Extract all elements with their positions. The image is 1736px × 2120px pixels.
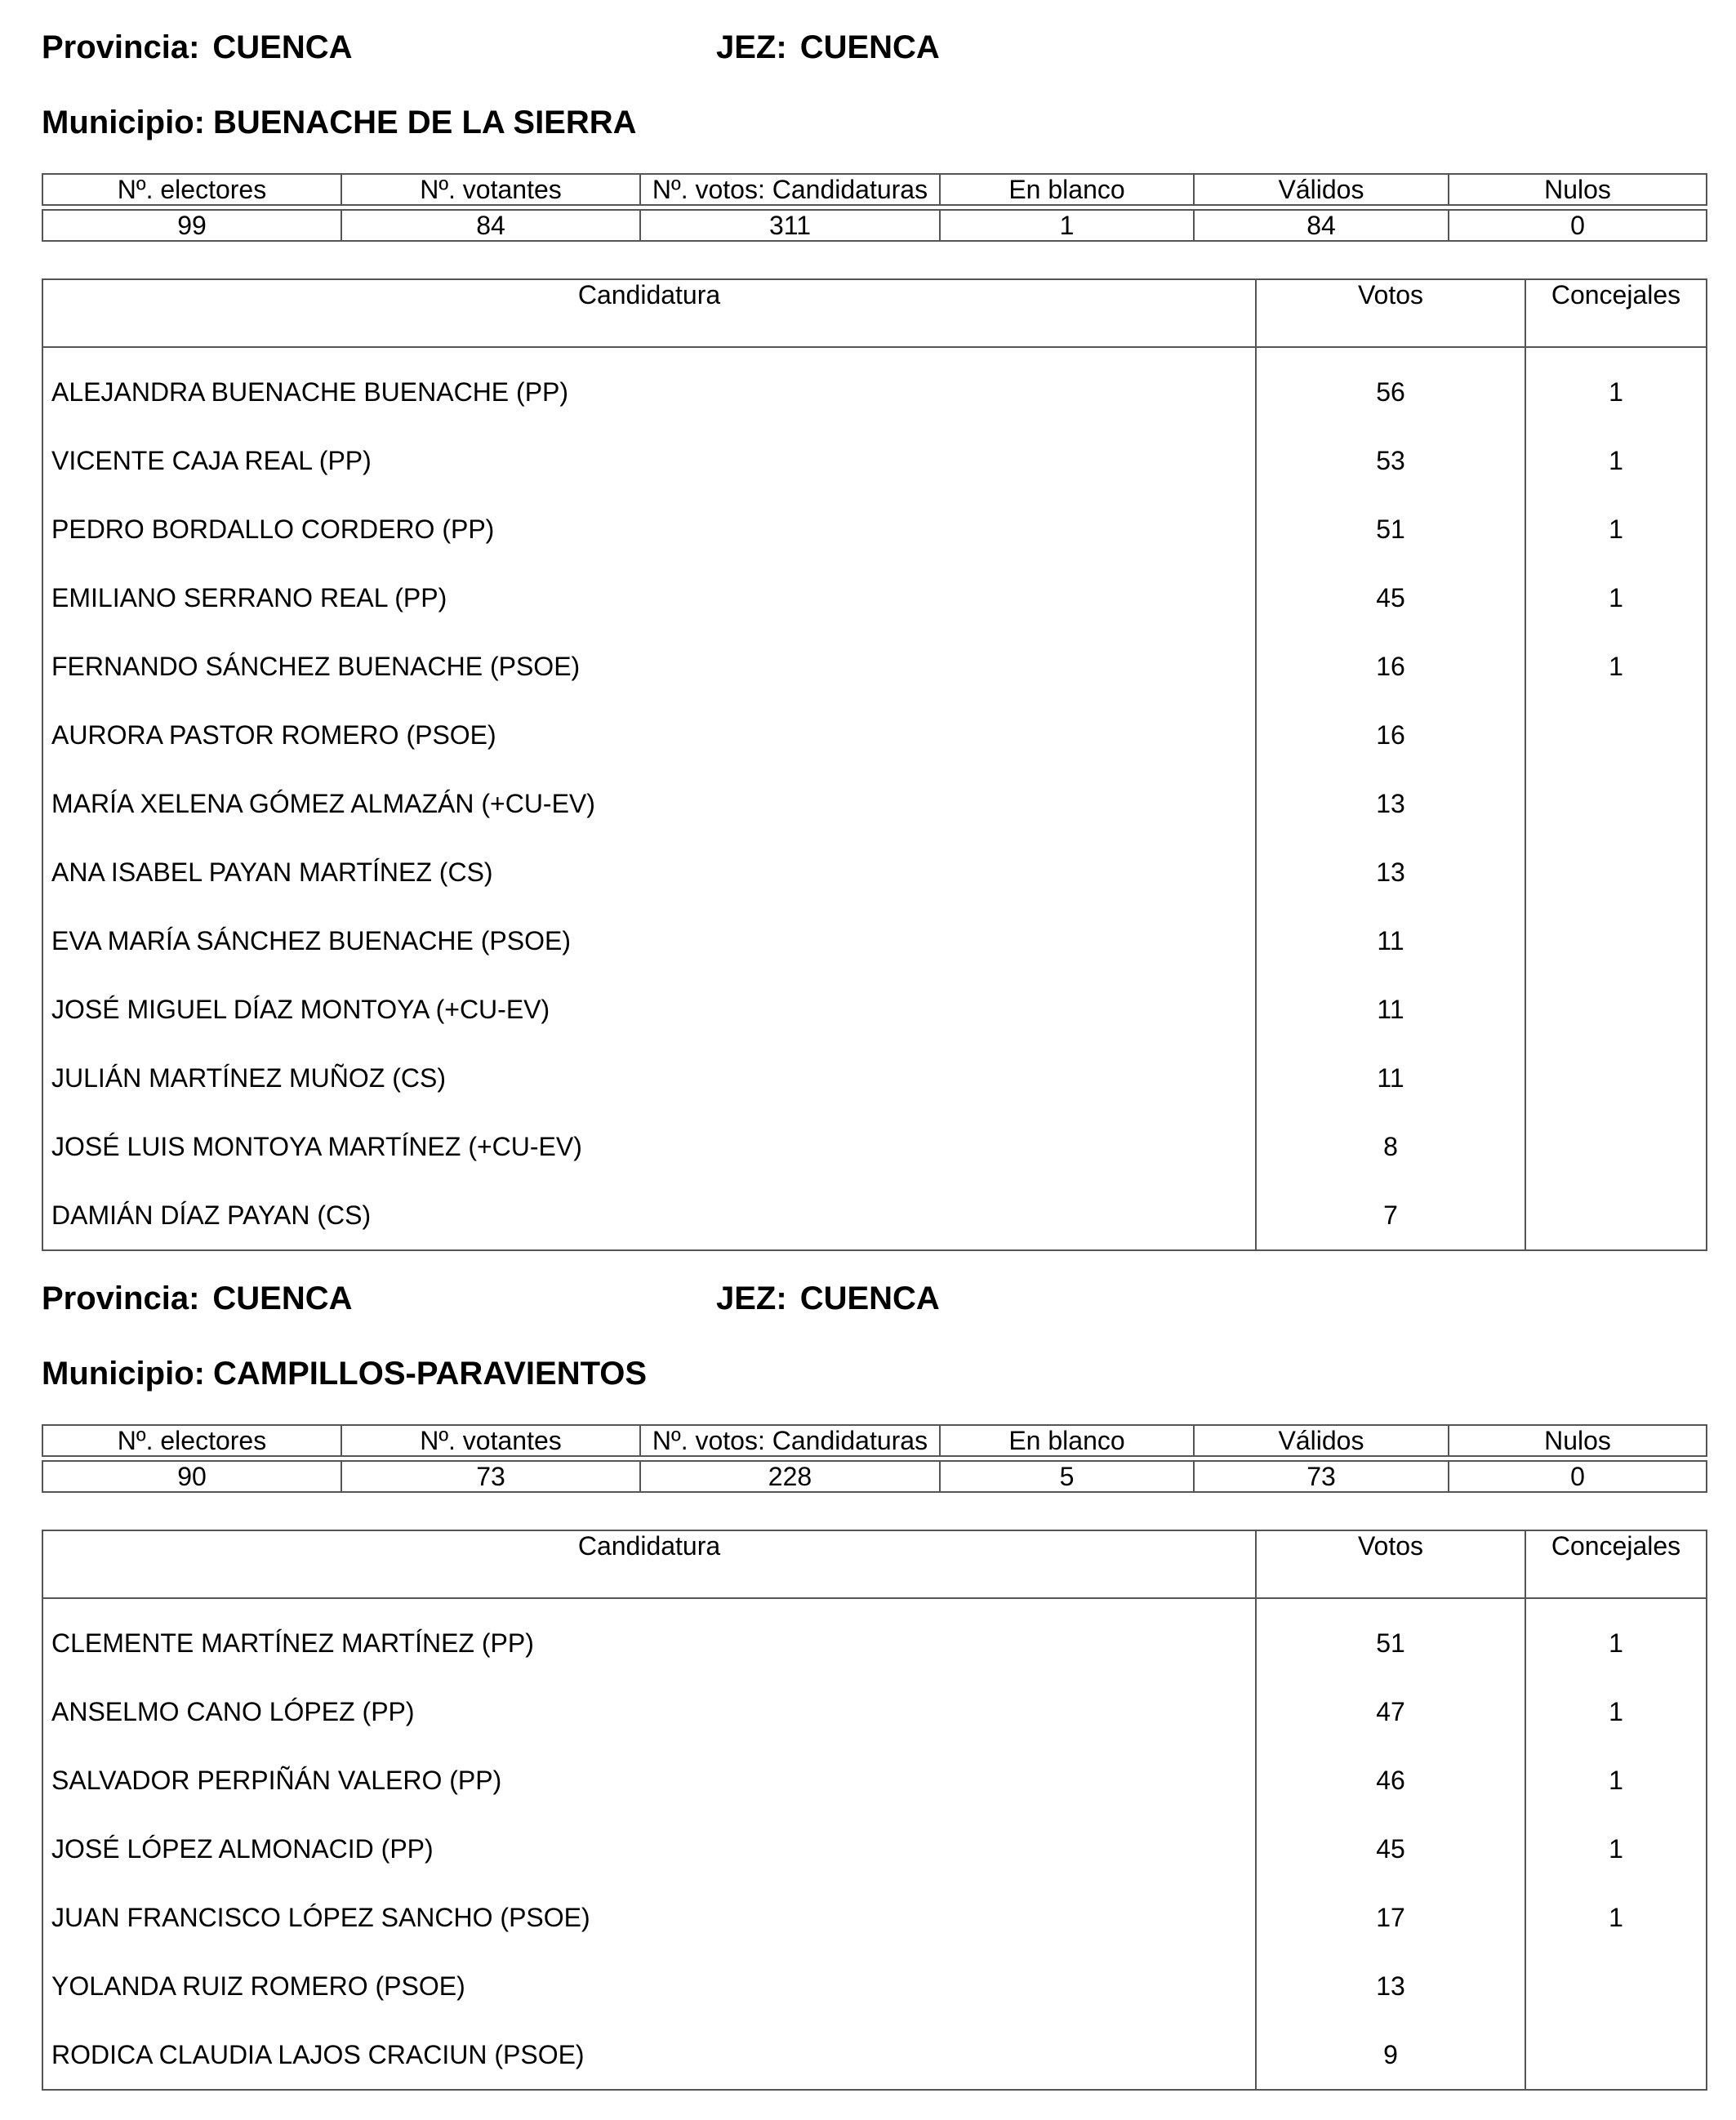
candidate-concejales: 1 — [1525, 347, 1707, 426]
candidate-row — [42, 1815, 1707, 1883]
candidate-name: DAMIÁN DÍAZ PAYAN (CS) — [42, 1181, 1256, 1250]
candidatura-header: Candidatura — [42, 1530, 1256, 1598]
municipio-label: Municipio: — [42, 105, 205, 140]
jez-label: JEZ: — [716, 1280, 787, 1316]
candidate-votos: 16 — [1256, 701, 1525, 769]
stats-header-row — [42, 174, 1707, 205]
candidate-votos: 13 — [1256, 838, 1525, 906]
candidate-name: MARÍA XELENA GÓMEZ ALMAZÁN (+CU-EV) — [42, 769, 1256, 838]
candidate-concejales: 1 — [1525, 1815, 1707, 1883]
candidates-body — [42, 347, 1707, 1250]
candidate-name: ALEJANDRA BUENACHE BUENACHE (PP) — [42, 347, 1256, 426]
candidate-votos: 17 — [1256, 1883, 1525, 1952]
candidate-concejales: 1 — [1525, 1677, 1707, 1746]
candidate-votos: 56 — [1256, 347, 1525, 426]
stats-value-row — [42, 1461, 1707, 1492]
candidate-name: JULIÁN MARTÍNEZ MUÑOZ (CS) — [42, 1044, 1256, 1112]
candidate-votos: 16 — [1256, 632, 1525, 701]
candidate-concejales — [1525, 838, 1707, 906]
candidate-row — [42, 769, 1707, 838]
concejales-header: Concejales — [1525, 279, 1707, 347]
stats-header: Nº. votos: Candidaturas — [640, 1425, 940, 1456]
municipio-line — [42, 106, 637, 139]
votos-header: Votos — [1256, 1530, 1525, 1598]
candidate-concejales: 1 — [1525, 632, 1707, 701]
stats-header: Nº. votantes — [341, 1425, 640, 1456]
provincia-line — [42, 31, 353, 64]
stats-table — [42, 173, 1707, 242]
candidates-header-row — [42, 279, 1707, 347]
candidate-row — [42, 1112, 1707, 1181]
stats-value: 311 — [640, 210, 940, 241]
candidate-name: PEDRO BORDALLO CORDERO (PP) — [42, 495, 1256, 563]
candidate-concejales: 1 — [1525, 563, 1707, 632]
provincia-value: CUENCA — [212, 1280, 353, 1316]
provincia-label: Provincia: — [42, 29, 200, 65]
candidate-votos: 11 — [1256, 1044, 1525, 1112]
stats-header-row — [42, 1425, 1707, 1456]
candidate-votos: 13 — [1256, 1952, 1525, 2020]
candidate-row — [42, 1677, 1707, 1746]
stats-value: 5 — [940, 1461, 1194, 1492]
stats-value: 1 — [940, 210, 1194, 241]
candidate-concejales — [1525, 701, 1707, 769]
stats-header: Nº. votantes — [341, 174, 640, 205]
candidate-concejales — [1525, 769, 1707, 838]
concejales-header: Concejales — [1525, 1530, 1707, 1598]
candidate-name: SALVADOR PERPIÑÁN VALERO (PP) — [42, 1746, 1256, 1815]
stats-value: 73 — [341, 1461, 640, 1492]
candidate-votos: 7 — [1256, 1181, 1525, 1250]
municipio-label: Municipio: — [42, 1356, 205, 1392]
provincia-label: Provincia: — [42, 1280, 200, 1316]
candidate-concejales: 1 — [1525, 426, 1707, 495]
candidate-row — [42, 563, 1707, 632]
candidate-row — [42, 1181, 1707, 1250]
jez-value: CUENCA — [799, 1280, 940, 1316]
candidates-table — [42, 278, 1707, 1251]
candidate-name: YOLANDA RUIZ ROMERO (PSOE) — [42, 1952, 1256, 2020]
candidatura-header: Candidatura — [42, 279, 1256, 347]
candidate-concejales: 1 — [1525, 1598, 1707, 1677]
candidate-row — [42, 1044, 1707, 1112]
candidate-row — [42, 1598, 1707, 1677]
provincia-value: CUENCA — [212, 29, 353, 65]
stats-value-row — [42, 210, 1707, 241]
candidate-name: JOSÉ MIGUEL DÍAZ MONTOYA (+CU-EV) — [42, 975, 1256, 1044]
municipio-value: CAMPILLOS-PARAVIENTOS — [212, 1356, 648, 1392]
stats-value: 0 — [1449, 210, 1707, 241]
candidate-votos: 11 — [1256, 906, 1525, 975]
candidate-name: CLEMENTE MARTÍNEZ MARTÍNEZ (PP) — [42, 1598, 1256, 1677]
candidate-name: JUAN FRANCISCO LÓPEZ SANCHO (PSOE) — [42, 1883, 1256, 1952]
candidates-header-row — [42, 1530, 1707, 1598]
candidate-votos: 11 — [1256, 975, 1525, 1044]
stats-header: En blanco — [940, 1425, 1194, 1456]
candidate-votos: 47 — [1256, 1677, 1525, 1746]
candidate-row — [42, 701, 1707, 769]
stats-table — [42, 1424, 1707, 1493]
candidate-votos: 51 — [1256, 1598, 1525, 1677]
candidate-row — [42, 1746, 1707, 1815]
candidate-name: EVA MARÍA SÁNCHEZ BUENACHE (PSOE) — [42, 906, 1256, 975]
candidate-votos: 46 — [1256, 1746, 1525, 1815]
candidate-votos: 45 — [1256, 1815, 1525, 1883]
stats-header: En blanco — [940, 174, 1194, 205]
candidate-name: FERNANDO SÁNCHEZ BUENACHE (PSOE) — [42, 632, 1256, 701]
candidate-name: RODICA CLAUDIA LAJOS CRACIUN (PSOE) — [42, 2020, 1256, 2090]
stats-value: 228 — [640, 1461, 940, 1492]
candidate-row — [42, 838, 1707, 906]
candidate-row — [42, 632, 1707, 701]
candidate-row — [42, 906, 1707, 975]
provincia-line — [42, 1282, 353, 1315]
candidate-name: JOSÉ LUIS MONTOYA MARTÍNEZ (+CU-EV) — [42, 1112, 1256, 1181]
stats-value: 73 — [1194, 1461, 1449, 1492]
stats-value: 0 — [1449, 1461, 1707, 1492]
votos-header: Votos — [1256, 279, 1525, 347]
candidate-row — [42, 2020, 1707, 2090]
stats-header: Nulos — [1449, 174, 1707, 205]
candidate-votos: 53 — [1256, 426, 1525, 495]
candidate-concejales — [1525, 1112, 1707, 1181]
stats-value: 84 — [341, 210, 640, 241]
jez-label: JEZ: — [716, 29, 787, 65]
stats-header: Nº. electores — [42, 174, 341, 205]
stats-value: 84 — [1194, 210, 1449, 241]
stats-header: Nº. votos: Candidaturas — [640, 174, 940, 205]
stats-header: Válidos — [1194, 1425, 1449, 1456]
candidate-concejales — [1525, 1952, 1707, 2020]
jez-line — [716, 31, 940, 64]
stats-value: 99 — [42, 210, 341, 241]
candidate-votos: 51 — [1256, 495, 1525, 563]
stats-header: Nº. electores — [42, 1425, 341, 1456]
candidate-name: EMILIANO SERRANO REAL (PP) — [42, 563, 1256, 632]
candidate-votos: 9 — [1256, 2020, 1525, 2090]
candidates-table — [42, 1530, 1707, 2091]
municipio-line — [42, 1357, 647, 1390]
candidate-name: ANA ISABEL PAYAN MARTÍNEZ (CS) — [42, 838, 1256, 906]
candidate-row — [42, 347, 1707, 426]
candidate-name: AURORA PASTOR ROMERO (PSOE) — [42, 701, 1256, 769]
candidate-concejales: 1 — [1525, 1883, 1707, 1952]
stats-value: 90 — [42, 1461, 341, 1492]
jez-value: CUENCA — [799, 29, 940, 65]
stats-header: Válidos — [1194, 174, 1449, 205]
candidate-concejales — [1525, 2020, 1707, 2090]
candidate-concejales — [1525, 906, 1707, 975]
candidate-concejales — [1525, 975, 1707, 1044]
candidate-votos: 45 — [1256, 563, 1525, 632]
candidate-concejales: 1 — [1525, 1746, 1707, 1815]
stats-header: Nulos — [1449, 1425, 1707, 1456]
candidates-body — [42, 1598, 1707, 2090]
candidate-votos: 8 — [1256, 1112, 1525, 1181]
candidate-row — [42, 1883, 1707, 1952]
candidate-name: VICENTE CAJA REAL (PP) — [42, 426, 1256, 495]
candidate-votos: 13 — [1256, 769, 1525, 838]
candidate-name: ANSELMO CANO LÓPEZ (PP) — [42, 1677, 1256, 1746]
candidate-name: JOSÉ LÓPEZ ALMONACID (PP) — [42, 1815, 1256, 1883]
municipio-value: BUENACHE DE LA SIERRA — [212, 105, 637, 140]
candidate-concejales: 1 — [1525, 495, 1707, 563]
candidate-row — [42, 495, 1707, 563]
jez-line — [716, 1282, 940, 1315]
candidate-concejales — [1525, 1044, 1707, 1112]
candidate-row — [42, 975, 1707, 1044]
candidate-row — [42, 426, 1707, 495]
candidate-row — [42, 1952, 1707, 2020]
candidate-concejales — [1525, 1181, 1707, 1250]
